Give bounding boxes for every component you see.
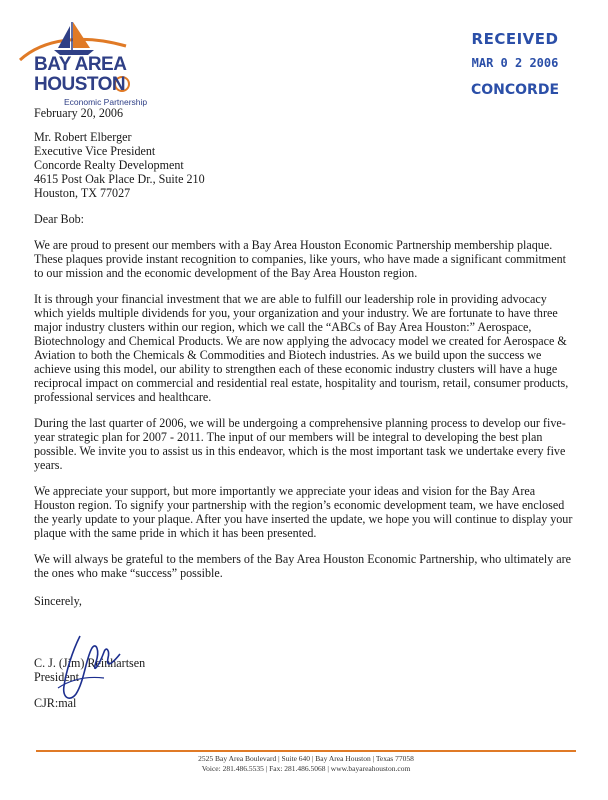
- recipient-title: Executive Vice President: [34, 144, 156, 158]
- footer-rule: [36, 750, 576, 752]
- paragraph-3: During the last quarter of 2006, we will be undergoing a comprehensive planning process to develop our five-year strategic plan for 2007 - 2011. The input of our members will be integral to developing the best plan possible. We invite you to assist us in this endeavor, which is the most important task we undertake every five years.: [34, 416, 566, 472]
- letter-body: [34, 106, 574, 710]
- paragraph-5: We will always be grateful to the members of the Bay Area Houston Economic Partnership, who ultimately are the ones who make “success” possible.: [34, 552, 572, 580]
- signature-icon: [40, 628, 130, 708]
- paragraph-1: We are proud to present our members with a Bay Area Houston Economic Partnership membership plaque. These plaques provide instant recognition to companies, like yours, who have made a significant commitment to our mission and the economic development of the Bay Area Houston region.: [34, 238, 566, 280]
- letter-date: February 20, 2006: [34, 106, 124, 120]
- stamp-company: CONCORDE: [470, 82, 560, 98]
- typist-initials: CJR:mal: [34, 696, 77, 710]
- footer-contact: Voice: 281.486.5535 | Fax: 281.486.5068 | www.bayareahouston.com: [201, 764, 411, 773]
- signer-name: C. J. (Jim) Reinhartsen: [34, 656, 146, 670]
- recipient-name: Mr. Robert Elberger: [34, 130, 132, 144]
- recipient-company: Concorde Realty Development: [34, 158, 184, 172]
- recipient-street: 4615 Post Oak Place Dr., Suite 210: [34, 172, 205, 186]
- recipient-address: [34, 130, 574, 200]
- salutation: Dear Bob:: [34, 212, 85, 226]
- recipient-city: Houston, TX 77027: [34, 186, 131, 200]
- footer: [36, 754, 576, 774]
- logo-subtitle: Economic Partnership: [64, 97, 148, 107]
- logo-line2: HOUSTON: [34, 74, 126, 95]
- stamp-received: RECEIVED: [471, 30, 559, 48]
- letterhead-logo: [14, 16, 164, 106]
- paragraph-2: It is through your financial investment that we are able to fulfill our leadership role in providing advocacy which yields multiple dividends for you, your organization and your industry. We are fortunate to have three major industry clusters within our region, which we call the “ABCs of Bay Area Houston:” Aerospace, Biotechnology and Chemical Products. We are now applying the advocacy model we created for Aerospace & Aviation to both the Chemicals & Commodities and Biotech industries. As we build upon the success we achieve using this model, our ability to strengthen each of these economic industry clusters will have a huge reciprocal impact on commercial and residential real estate, hospitality and tourism, retail, consumer products, professional services and healthcare.: [34, 292, 569, 404]
- logo-line1: BAY AREA: [34, 54, 127, 75]
- paragraph-4: We appreciate your support, but more importantly we appreciate your ideas and vision for the Bay Area Houston region. To signify your partnership with the region’s economic development team, we have enclosed the yearly update to your plaque. After you have inserted the update, we hope you will continue to display your plaque with the same pride in which it has been presented.: [34, 484, 573, 540]
- stamp-date: MAR 0 2 2006: [471, 56, 559, 70]
- signer-title: President: [34, 670, 80, 684]
- footer-address: 2525 Bay Area Boulevard | Suite 640 | Bay Area Houston | Texas 77058: [198, 754, 414, 763]
- closing: Sincerely,: [34, 594, 82, 608]
- received-stamp: [455, 30, 575, 98]
